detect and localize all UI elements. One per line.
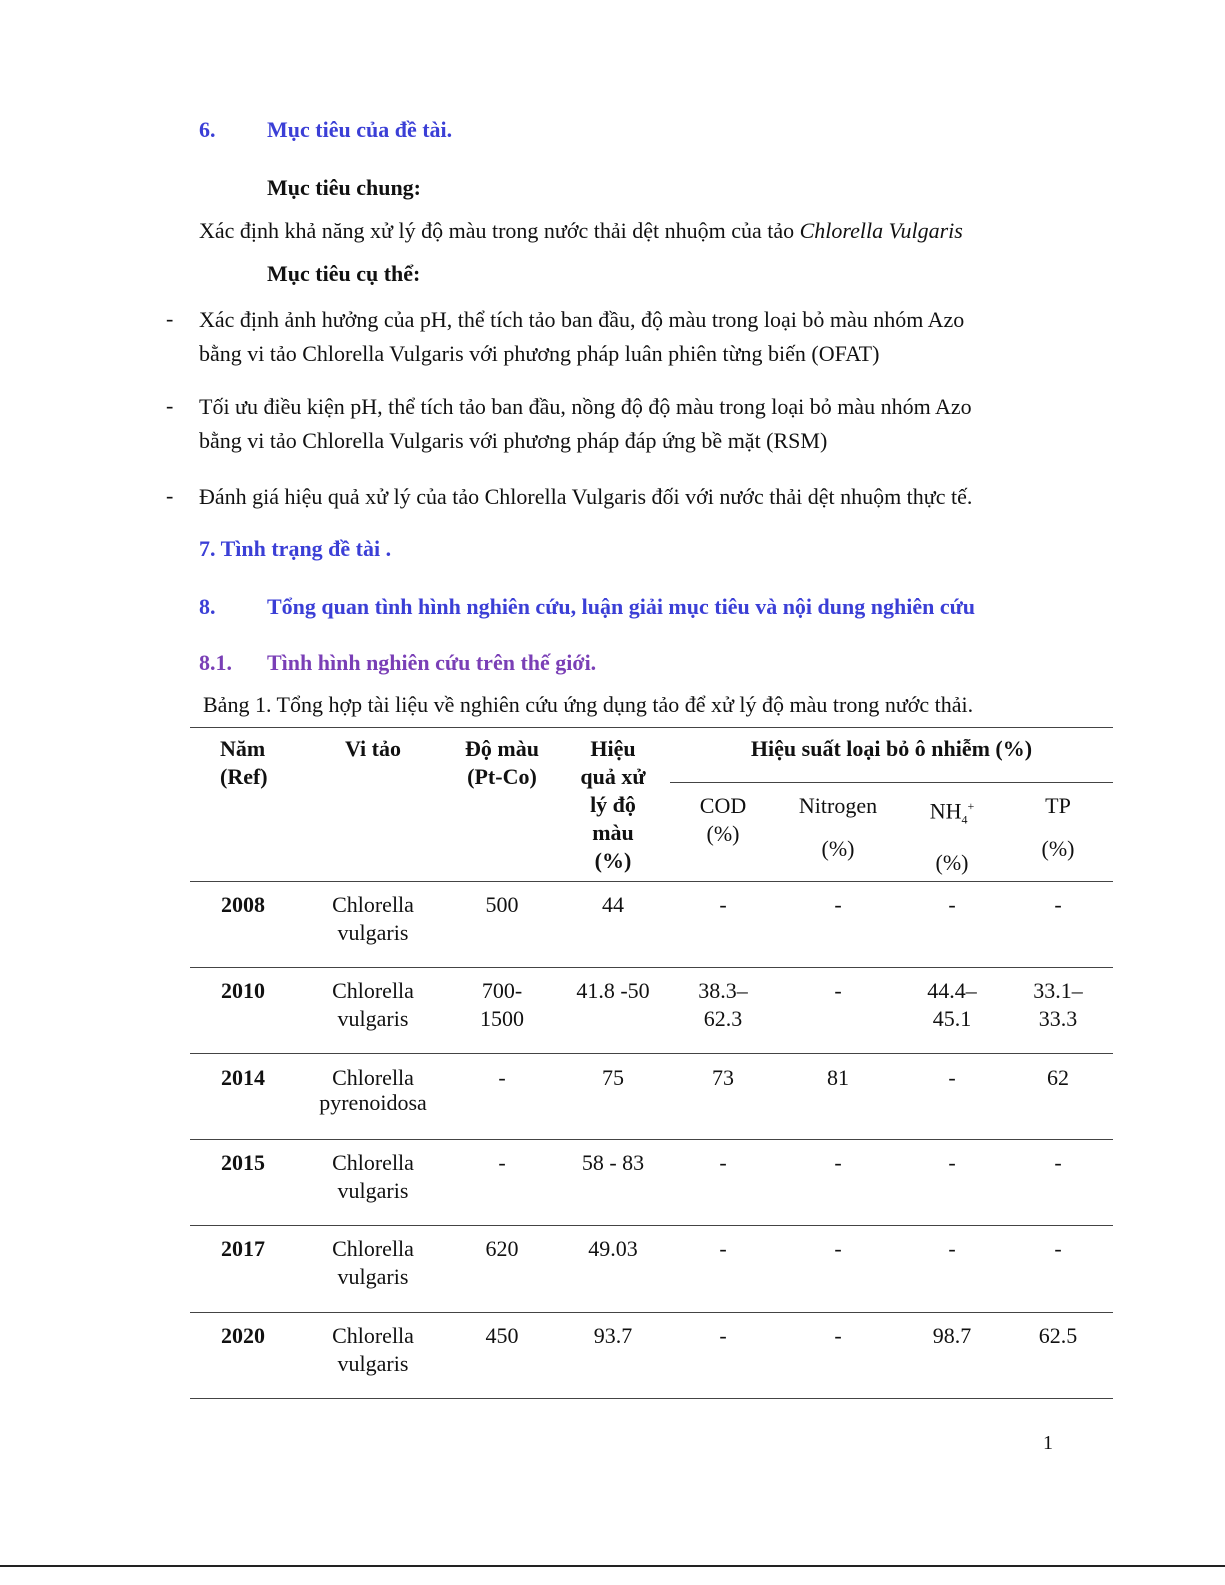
specific-objective-heading: Mục tiêu cụ thể:: [267, 261, 421, 286]
header-nh4-sup: +: [967, 799, 975, 813]
cell-efficiency: 75: [602, 1065, 624, 1090]
header-color-line: (Pt-Co): [467, 764, 537, 789]
header-color: [450, 735, 554, 791]
cell-cod: -: [719, 892, 727, 917]
cell-tp: -: [1054, 1236, 1062, 1261]
cell-algae: [313, 1235, 433, 1291]
cell-tp: 62.5: [1038, 1323, 1078, 1348]
cell-nitrogen: 81: [827, 1065, 849, 1090]
bullet-marker: -: [166, 306, 174, 331]
cell-nitrogen: -: [834, 892, 842, 917]
cell-year: 2014: [221, 1065, 265, 1090]
general-objective-text-main: Xác định khả năng xử lý độ màu trong nước thải dệt nhuộm của tảo: [199, 218, 800, 243]
cell-algae: [313, 1149, 433, 1205]
table-row-rule: [190, 1053, 1113, 1054]
table-caption: Bảng 1. Tổng hợp tài liệu về nghiên cứu ứng dụng tảo để xử lý độ màu trong nước thải.: [203, 692, 974, 717]
cell-color: 450: [485, 1323, 519, 1348]
bullet-text-line: Đánh giá hiệu quả xử lý của tảo Chlorella Vulgaris đối với nước thải dệt nhuộm thực tế.: [199, 484, 973, 509]
cell-efficiency: 41.8 -50: [576, 978, 650, 1003]
cell-algae-line: pyrenoidosa: [319, 1090, 427, 1115]
cell-year: 2020: [221, 1323, 265, 1348]
cell-algae-line: vulgaris: [337, 1006, 409, 1031]
header-efficiency: [560, 735, 666, 875]
cell-cod: -: [719, 1150, 727, 1175]
cell-efficiency: 49.03: [588, 1236, 638, 1261]
table-top-rule: [190, 727, 1113, 728]
header-nh4-sub: 4: [961, 812, 968, 827]
header-efficiency-line: Hiệu: [590, 736, 636, 761]
section-8-1-number: 8.1.: [199, 650, 232, 675]
header-algae: Vi tảo: [344, 736, 401, 761]
bullet-marker: -: [166, 393, 174, 418]
cell-algae-line: vulgaris: [337, 1264, 409, 1289]
table-row-rule: [190, 1312, 1113, 1313]
cell-tp: -: [1054, 892, 1062, 917]
section-6-number: 6.: [199, 117, 216, 142]
cell-cod: 73: [712, 1065, 734, 1090]
cell-tp-line: 33.3: [1038, 1006, 1078, 1031]
cell-algae-line: Chlorella: [332, 1323, 414, 1348]
cell-algae-line: vulgaris: [337, 1351, 409, 1376]
cell-nh4: [900, 977, 1004, 1033]
cell-cod: -: [719, 1236, 727, 1261]
general-objective-text-species: Chlorella Vulgaris: [799, 218, 963, 243]
page-bottom-rule: [0, 1565, 1225, 1567]
cell-cod: [670, 977, 776, 1033]
header-year: [200, 735, 310, 791]
table-header-rule: [190, 881, 1113, 882]
cell-algae-line: Chlorella: [332, 1065, 414, 1090]
header-nh4: [900, 792, 1004, 877]
cell-nitrogen: -: [834, 1236, 842, 1261]
cell-tp: [1010, 977, 1106, 1033]
cell-color-line: 1500: [480, 1006, 524, 1031]
table-row-rule: [190, 1139, 1113, 1140]
header-tp: [1010, 792, 1106, 863]
cell-nitrogen: -: [834, 1150, 842, 1175]
cell-nitrogen: -: [834, 1323, 842, 1348]
header-nh4-base: NH: [929, 798, 962, 824]
cell-nh4: -: [948, 1236, 956, 1261]
cell-nitrogen: -: [834, 978, 842, 1003]
cell-color: -: [498, 1150, 506, 1175]
header-year-line: Năm: [220, 736, 266, 761]
header-efficiency-line: màu: [592, 820, 634, 845]
section-8-title: Tổng quan tình hình nghiên cứu, luận giải mục tiêu và nội dung nghiên cứu: [267, 594, 976, 619]
cell-color-line: 700-: [481, 978, 523, 1003]
header-tp-line: TP: [1045, 793, 1071, 818]
cell-tp-line: 33.1–: [1033, 978, 1083, 1003]
bullet-text-line: Tối ưu điều kiện pH, thể tích tảo ban đầu, nồng độ độ màu trong loại bỏ màu nhóm Azo: [199, 394, 972, 419]
table-subheader-rule: [670, 782, 1113, 783]
cell-algae-line: vulgaris: [337, 920, 409, 945]
header-tp-line: (%): [1041, 836, 1075, 861]
cell-nh4-line: 44.4–: [927, 978, 977, 1003]
cell-cod: -: [719, 1323, 727, 1348]
cell-efficiency: 93.7: [593, 1323, 633, 1348]
cell-nh4-line: 45.1: [932, 1006, 972, 1031]
header-cod-line: COD: [699, 793, 747, 818]
table-bottom-rule: [190, 1398, 1113, 1399]
cell-nh4: -: [948, 1150, 956, 1175]
header-cod-line: (%): [706, 821, 740, 846]
section-6-title: Mục tiêu của đề tài.: [267, 117, 453, 142]
cell-color: 500: [485, 892, 519, 917]
bullet-text-line: bằng vi tảo Chlorella Vulgaris với phương pháp luân phiên từng biến (OFAT): [199, 341, 880, 366]
header-year-line: (Ref): [220, 764, 268, 789]
section-8-number: 8.: [199, 594, 216, 619]
cell-tp: 62: [1047, 1065, 1069, 1090]
page-number: 1: [1043, 1432, 1053, 1454]
cell-nh4: 98.7: [932, 1323, 972, 1348]
cell-color: 620: [485, 1236, 519, 1261]
cell-algae-line: Chlorella: [332, 892, 414, 917]
header-nitrogen-line: (%): [821, 836, 855, 861]
cell-efficiency: 44: [602, 892, 624, 917]
cell-efficiency: 58 - 83: [581, 1150, 645, 1175]
header-efficiency-line: lý độ: [590, 792, 636, 817]
cell-year: 2008: [221, 892, 265, 917]
general-objective-heading: Mục tiêu chung:: [267, 175, 421, 200]
bullet-text-line: Xác định ảnh hưởng của pH, thể tích tảo ban đầu, độ màu trong loại bỏ màu nhóm Azo: [199, 307, 965, 332]
cell-tp: -: [1054, 1150, 1062, 1175]
bullet-text-line: bằng vi tảo Chlorella Vulgaris với phương pháp đáp ứng bề mặt (RSM): [199, 428, 828, 453]
cell-year: 2015: [221, 1150, 265, 1175]
cell-algae: [313, 977, 433, 1033]
cell-color: -: [498, 1065, 506, 1090]
cell-algae: [313, 891, 433, 947]
table-row-rule: [190, 967, 1113, 968]
cell-algae-line: Chlorella: [332, 1150, 414, 1175]
header-color-line: Độ màu: [465, 736, 539, 761]
header-nitrogen: [782, 792, 894, 863]
header-nh4-line: (%): [935, 849, 969, 875]
cell-cod-line: 62.3: [703, 1006, 743, 1031]
header-cod: [670, 792, 776, 848]
header-efficiency-line: quả xử: [580, 764, 646, 789]
header-nh4-line: [900, 792, 1004, 834]
cell-cod-line: 38.3–: [698, 978, 748, 1003]
bullet-marker: -: [166, 483, 174, 508]
cell-year: 2017: [221, 1236, 265, 1261]
cell-year: 2010: [221, 978, 265, 1003]
cell-color: [450, 977, 554, 1033]
cell-algae-line: vulgaris: [337, 1178, 409, 1203]
cell-algae: [303, 1064, 443, 1117]
header-removal: Hiệu suất loại bỏ ô nhiễm (%): [750, 736, 1033, 761]
cell-algae: [313, 1322, 433, 1378]
section-7-title: 7. Tình trạng đề tài .: [199, 536, 392, 561]
cell-algae-line: Chlorella: [332, 1236, 414, 1261]
general-objective-text: [199, 218, 963, 244]
section-8-1-title: Tình hình nghiên cứu trên thế giới.: [267, 650, 597, 675]
header-efficiency-line: (%): [594, 848, 632, 873]
header-nitrogen-line: Nitrogen: [798, 793, 878, 818]
cell-nh4: -: [948, 892, 956, 917]
cell-algae-line: Chlorella: [332, 978, 414, 1003]
cell-nh4: -: [948, 1065, 956, 1090]
table-row-rule: [190, 1225, 1113, 1226]
